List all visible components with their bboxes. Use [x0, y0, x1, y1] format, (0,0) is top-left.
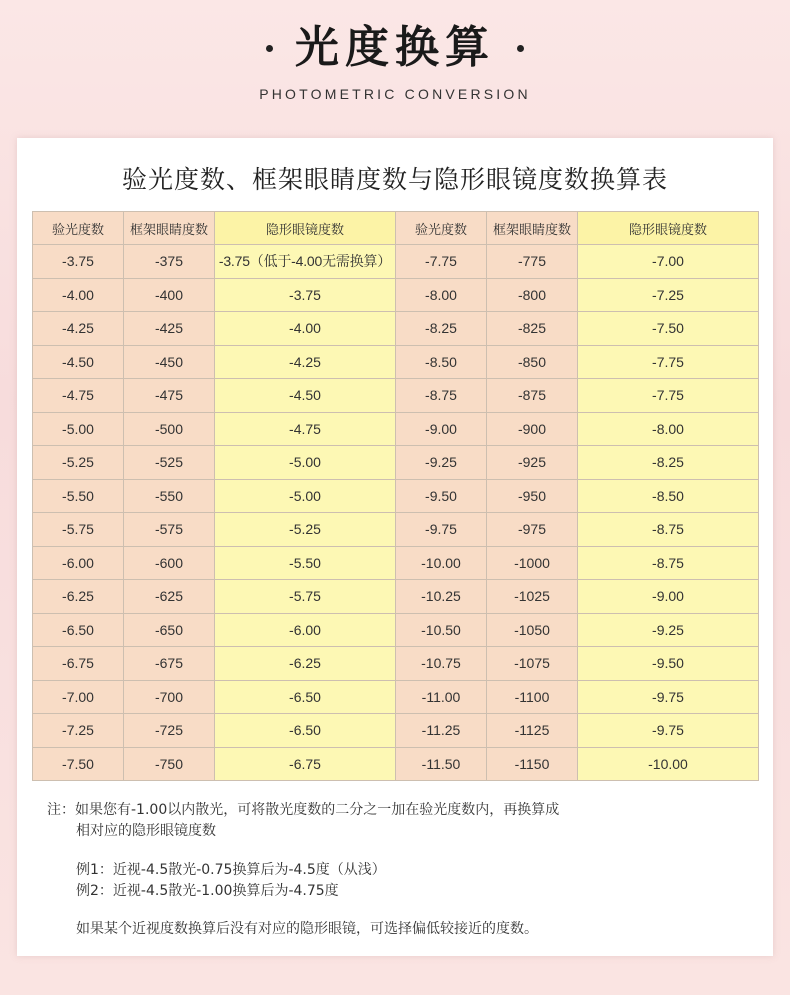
cell-contact: -10.00 — [578, 747, 759, 781]
cell-frame: -375 — [124, 245, 215, 279]
right-dot-icon — [517, 45, 524, 52]
cell-frame: -1000 — [487, 546, 578, 580]
header-contact: 隐形眼镜度数 — [215, 212, 396, 245]
cell-contact: -7.75 — [578, 345, 759, 379]
header-refraction: 验光度数 — [33, 212, 124, 245]
example-line: 例2：近视-4.5散光-1.00换算后为-4.75度 — [76, 883, 339, 899]
cell-refraction: -7.75 — [396, 245, 487, 279]
cell-frame: -475 — [124, 379, 215, 413]
cell-frame: -925 — [487, 446, 578, 480]
cell-refraction: -8.00 — [396, 278, 487, 312]
cell-contact: -4.50 — [215, 379, 396, 413]
cell-contact: -6.50 — [215, 714, 396, 748]
header-contact: 隐形眼镜度数 — [578, 212, 759, 245]
cell-frame: -900 — [487, 412, 578, 446]
cell-frame: -1150 — [487, 747, 578, 781]
cell-refraction: -8.25 — [396, 312, 487, 346]
cell-contact: -9.25 — [578, 613, 759, 647]
cell-frame: -450 — [124, 345, 215, 379]
cell-contact: -8.25 — [578, 446, 759, 480]
cell-refraction: -10.50 — [396, 613, 487, 647]
cell-contact: -9.50 — [578, 647, 759, 681]
conversion-table — [32, 211, 759, 781]
table-row — [33, 647, 759, 681]
cell-refraction: -11.00 — [396, 680, 487, 714]
table-row — [33, 747, 759, 781]
cell-frame: -1025 — [487, 580, 578, 614]
cell-frame: -975 — [487, 513, 578, 547]
cell-contact: -4.00 — [215, 312, 396, 346]
cell-frame: -825 — [487, 312, 578, 346]
cell-contact: -8.75 — [578, 513, 759, 547]
table-row — [33, 546, 759, 580]
cell-contact: -9.75 — [578, 680, 759, 714]
example-line: 例1：近视-4.5散光-0.75换算后为-4.5度（从浅） — [76, 862, 386, 878]
page-title: 光度换算 — [295, 22, 495, 73]
cell-refraction: -9.50 — [396, 479, 487, 513]
cell-frame: -625 — [124, 580, 215, 614]
cell-refraction: -10.00 — [396, 546, 487, 580]
cell-frame: -800 — [487, 278, 578, 312]
table-row — [33, 412, 759, 446]
cell-frame: -575 — [124, 513, 215, 547]
table-row — [33, 714, 759, 748]
cell-refraction: -4.75 — [33, 379, 124, 413]
cell-refraction: -10.25 — [396, 580, 487, 614]
cell-refraction: -5.50 — [33, 479, 124, 513]
table-row — [33, 580, 759, 614]
cell-frame: -700 — [124, 680, 215, 714]
cell-contact: -7.75 — [578, 379, 759, 413]
cell-refraction: -8.75 — [396, 379, 487, 413]
cell-contact: -8.50 — [578, 479, 759, 513]
cell-frame: -425 — [124, 312, 215, 346]
cell-refraction: -9.75 — [396, 513, 487, 547]
title-row — [0, 18, 790, 78]
table-row — [33, 379, 759, 413]
cell-refraction: -9.00 — [396, 412, 487, 446]
cell-contact: -4.75 — [215, 412, 396, 446]
cell-refraction: -6.25 — [33, 580, 124, 614]
cell-refraction: -6.50 — [33, 613, 124, 647]
cell-frame: -1100 — [487, 680, 578, 714]
cell-contact: -9.75 — [578, 714, 759, 748]
cell-refraction: -4.25 — [33, 312, 124, 346]
header-frame: 框架眼睛度数 — [124, 212, 215, 245]
cell-frame: -1075 — [487, 647, 578, 681]
cell-refraction: -6.00 — [33, 546, 124, 580]
cell-frame: -850 — [487, 345, 578, 379]
page-header — [0, 0, 790, 140]
table-row — [33, 446, 759, 480]
notes-section — [47, 800, 559, 940]
table-row — [33, 312, 759, 346]
cell-frame: -950 — [487, 479, 578, 513]
cell-refraction: -7.25 — [33, 714, 124, 748]
cell-refraction: -4.50 — [33, 345, 124, 379]
cell-contact: -6.75 — [215, 747, 396, 781]
cell-contact: -4.25 — [215, 345, 396, 379]
cell-contact: -9.00 — [578, 580, 759, 614]
cell-refraction: -7.00 — [33, 680, 124, 714]
cell-contact: -6.50 — [215, 680, 396, 714]
table-row — [33, 245, 759, 279]
cell-refraction: -5.25 — [33, 446, 124, 480]
cell-refraction: -3.75 — [33, 245, 124, 279]
cell-refraction: -7.50 — [33, 747, 124, 781]
cell-contact: -5.00 — [215, 479, 396, 513]
left-dot-icon — [266, 45, 273, 52]
cell-contact: -8.00 — [578, 412, 759, 446]
table-row — [33, 278, 759, 312]
cell-refraction: -6.75 — [33, 647, 124, 681]
cell-refraction: -11.25 — [396, 714, 487, 748]
header-frame: 框架眼睛度数 — [487, 212, 578, 245]
cell-contact: -5.75 — [215, 580, 396, 614]
note-line: 注：如果您有-1.00以内散光，可将散光度数的二分之一加在验光度数内，再换算成 — [47, 802, 560, 818]
cell-refraction: -8.50 — [396, 345, 487, 379]
cell-frame: -1050 — [487, 613, 578, 647]
table-header-row — [33, 212, 759, 245]
cell-frame: -525 — [124, 446, 215, 480]
cell-frame: -875 — [487, 379, 578, 413]
cell-frame: -775 — [487, 245, 578, 279]
cell-frame: -675 — [124, 647, 215, 681]
table-row — [33, 345, 759, 379]
cell-contact: -6.00 — [215, 613, 396, 647]
cell-frame: -500 — [124, 412, 215, 446]
header-refraction: 验光度数 — [396, 212, 487, 245]
cell-frame: -600 — [124, 546, 215, 580]
cell-frame: -750 — [124, 747, 215, 781]
cell-contact: -3.75 — [215, 278, 396, 312]
table-row — [33, 513, 759, 547]
table-row — [33, 680, 759, 714]
cell-contact: -5.25 — [215, 513, 396, 547]
cell-contact: -5.00 — [215, 446, 396, 480]
cell-contact: -7.00 — [578, 245, 759, 279]
page-subtitle: PHOTOMETRIC CONVERSION — [259, 86, 531, 102]
table-row — [33, 613, 759, 647]
cell-frame: -1125 — [487, 714, 578, 748]
cell-refraction: -5.75 — [33, 513, 124, 547]
cell-refraction: -10.75 — [396, 647, 487, 681]
cell-refraction: -5.00 — [33, 412, 124, 446]
cell-frame: -725 — [124, 714, 215, 748]
cell-frame: -400 — [124, 278, 215, 312]
cell-contact: -7.50 — [578, 312, 759, 346]
cell-refraction: -4.00 — [33, 278, 124, 312]
cell-contact: -6.25 — [215, 647, 396, 681]
note-line: 相对应的隐形眼镜度数 — [76, 823, 216, 839]
tip-line: 如果某个近视度数换算后没有对应的隐形眼镜，可选择偏低较接近的度数。 — [76, 921, 538, 937]
cell-contact: -8.75 — [578, 546, 759, 580]
cell-frame: -550 — [124, 479, 215, 513]
cell-frame: -650 — [124, 613, 215, 647]
cell-contact: -3.75（低于-4.00无需换算） — [215, 245, 396, 279]
cell-contact: -7.25 — [578, 278, 759, 312]
table-row — [33, 479, 759, 513]
cell-contact: -5.50 — [215, 546, 396, 580]
conversion-card — [17, 138, 773, 956]
cell-refraction: -11.50 — [396, 747, 487, 781]
cell-refraction: -9.25 — [396, 446, 487, 480]
card-title: 验光度数、框架眼睛度数与隐形眼镜度数换算表 — [121, 165, 668, 194]
